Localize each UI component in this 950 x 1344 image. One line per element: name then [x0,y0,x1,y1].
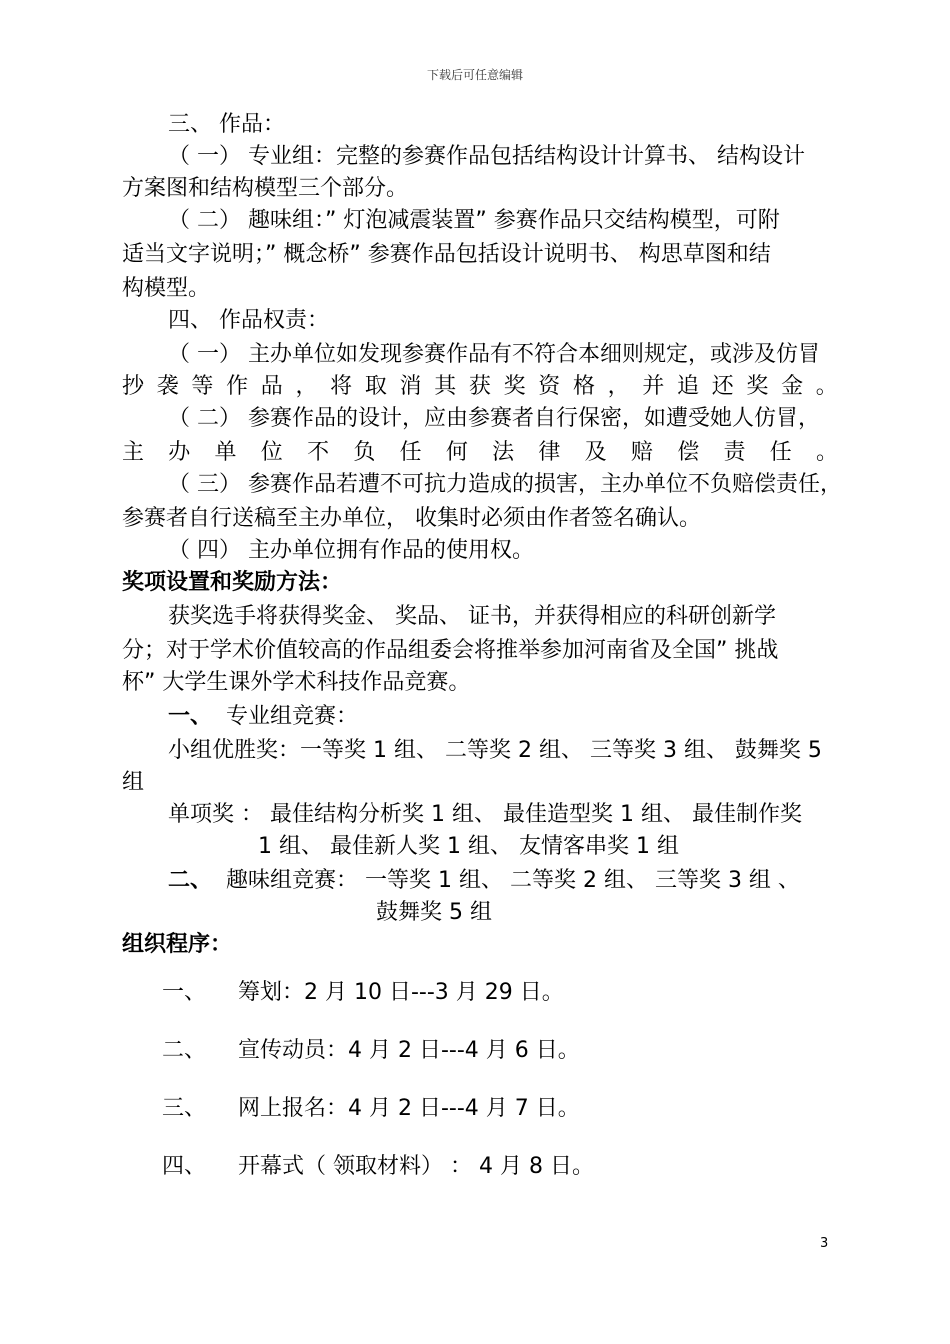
subheading-professional: 专业组竞赛： [226,704,359,729]
paragraph-line: 组 [122,770,145,795]
schedule-item: 网上报名：4 月 2 日---4 月 7 日。 [238,1096,580,1121]
heading-procedure: 组织程序： [122,932,233,957]
paragraph-line: （ 三） 参赛作品若遭不可抗力造成的损害，主办单位不负赔偿责任， [168,472,842,497]
paragraph-line: 参赛者自行送稿至主办单位， 收集时必须由作者签名确认。 [122,506,701,531]
paragraph-line: （ 一） 主办单位如发现参赛作品有不符合本细则规定，或涉及仿冒 [168,342,820,367]
schedule-item: 宣传动员：4 月 2 日---4 月 6 日。 [238,1038,580,1063]
paragraph-line: 分；对于学术价值较高的作品组委会将推举参加河南省及全国” 挑战 [122,638,779,663]
list-number: 一、 [168,704,213,729]
schedule-item: 筹划：2 月 10 日---3 月 29 日。 [238,980,564,1005]
list-number: 二、 [168,868,213,893]
list-number: 一、 [162,980,207,1005]
section-title-works: 三、 作品： [168,112,285,137]
paragraph-line: 抄 袭 等 作 品 ， 将 取 消 其 获 奖 资 格 ， 并 追 还 奖 金 。 [122,374,838,399]
list-number: 四、 [162,1154,207,1179]
paragraph-line: 主 办 单 位 不 负 任 何 法 律 及 赔 偿 责 任 。 [122,440,838,465]
list-number: 二、 [162,1038,207,1063]
paragraph-line: 单项奖 ： 最佳结构分析奖 1 组、 最佳造型奖 1 组、 最佳制作奖 [168,802,802,827]
paragraph-line: （ 一） 专业组：完整的参赛作品包括结构设计计算书、 结构设计 [168,144,805,169]
paragraph-line: 获奖选手将获得奖金、 奖品、 证书，并获得相应的科研创新学 [168,604,776,629]
schedule-item: 开幕式（ 领取材料） ： 4 月 8 日。 [238,1154,594,1179]
paragraph-line: 适当文字说明；” 概念桥” 参赛作品包括设计说明书、 构思草图和结 [122,242,771,267]
paragraph-line: （ 四） 主办单位拥有作品的使用权。 [168,538,534,563]
paragraph-line: 方案图和结构模型三个部分。 [122,176,409,201]
paragraph-line: （ 二） 趣味组：” 灯泡减震装置” 参赛作品只交结构模型，可附 [168,208,780,233]
page-header: 下载后可任意编辑 [426,68,523,82]
list-number: 三、 [162,1096,207,1121]
paragraph-line: （ 二） 参赛作品的设计，应由参赛者自行保密，如遭受她人仿冒， [168,406,820,431]
paragraph-line: 鼓舞奖 5 组 [376,900,492,925]
paragraph-line: 杯” 大学生课外学术科技作品竞赛。 [122,670,471,695]
paragraph-line: 1 组、 最佳新人奖 1 组、 友情客串奖 1 组 [258,834,679,859]
paragraph-line: 构模型。 [122,276,211,301]
subheading-fun: 趣味组竞赛： 一等奖 1 组、 二等奖 2 组、 三等奖 3 组 、 [226,868,800,893]
page-number: 3 [820,1236,829,1251]
section-title-rights: 四、 作品权责： [168,308,329,333]
paragraph-line: 小组优胜奖：一等奖 1 组、 二等奖 2 组、 三等奖 3 组、 鼓舞奖 5 [168,738,822,763]
heading-awards: 奖项设置和奖励方法： [122,570,343,595]
